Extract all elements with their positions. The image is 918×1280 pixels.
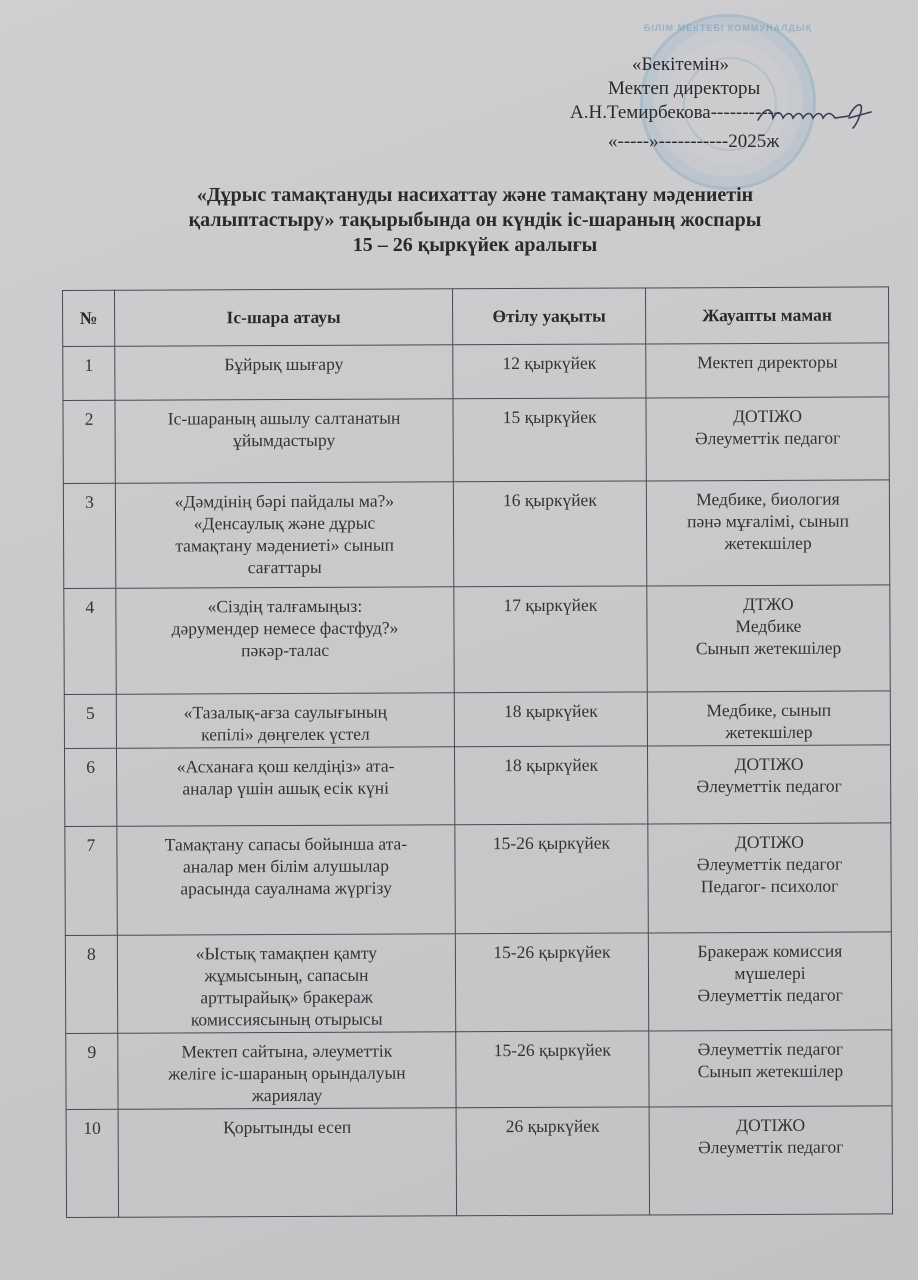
row-number: 10 [66,1109,118,1217]
event-responsible: Медбике, сынып жетекшілер [647,691,890,746]
table-header-row [63,287,889,347]
table-row [63,397,889,484]
table-row [65,823,891,936]
table-row [64,691,890,749]
table-row [66,1106,892,1218]
row-number: 5 [64,694,116,748]
header-event-name: Іс-шара атауы [115,289,453,346]
document-title [60,183,890,258]
event-name: «Асханаға қош келдіңіз» ата- аналар үшін ашық есік күні [117,747,455,826]
event-name: Бұйрық шығару [115,345,453,400]
title-line-2: қалыптастыру» тақырыбында он күндік іс-шараның жоспары [188,209,762,231]
row-number: 6 [65,748,117,826]
table-row [65,932,891,1034]
event-responsible: ДОТІЖО Әлеуметтік педагог [646,397,889,481]
event-name: Тамақтану сапасы бойынша ата- аналар мен білім алушылар арасында сауалнама жүргізу [117,825,455,935]
row-number: 4 [64,588,116,694]
row-number: 2 [63,400,115,483]
row-number: 1 [63,346,115,400]
approval-heading: «Бекітемін» [632,54,730,75]
event-date: 16 қыркүйек [453,481,646,587]
header-responsible: Жауапты маман [645,287,888,344]
header-date: Өтілу уақыты [452,288,645,345]
event-date: 15-26 қыркүйек [456,1031,649,1108]
event-date: 15-26 қыркүйек [455,824,648,934]
event-responsible: ДОТІЖО Әлеуметтік педагог [649,1106,892,1215]
event-responsible: ДОТІЖО Әлеуметтік педагог Педагог- психолог [648,823,891,933]
event-name: Мектеп сайтына, әлеуметтік желіге іс-шараның орындалуын жариялау [118,1032,456,1109]
title-line-3: 15 – 26 қыркүйек аралығы [352,234,598,256]
table-row [63,343,889,401]
event-name: «Ыстық тамақпен қамту жұмысының, сапасын арттырайық» бракераж комиссиясының отырысы [117,934,455,1033]
event-date: 18 қыркүйек [454,746,647,825]
event-name: «Дәмдінің бәрі пайдалы ма?» «Денсаулық және дұрыс тамақтану мәдениеті» сынып сағаттары [115,482,453,588]
event-name: «Сіздің талғамыңыз: дәрумендер немесе фастфуд?» пәкәр-талас [116,587,454,694]
row-number: 7 [65,826,117,935]
table-row [65,745,891,827]
event-date: 26 қыркүйек [456,1107,649,1216]
row-number: 9 [66,1033,118,1109]
event-date: 15 қыркүйек [453,398,646,482]
approval-date: «-----»-----------2025ж [608,131,780,152]
row-number: 3 [63,483,115,588]
event-responsible: Медбике, биология пәнә мұғалімі, сынып жетекшілер [646,480,889,586]
approval-signatory: А.Н.Темирбекова----------- [570,102,781,123]
event-responsible: Әлеуметтік педагог Сынып жетекшілер [649,1030,892,1107]
signature-icon [753,100,873,130]
table-row [66,1030,892,1110]
header-number: № [63,290,115,346]
event-date: 12 қыркүйек [453,344,646,399]
event-date: 18 қыркүйек [454,692,647,747]
event-responsible: ДОТІЖО Әлеуметтік педагог [647,745,890,824]
event-name: «Тазалық-ағза саулығының кепілі» дөңгелек үстел [116,693,454,748]
row-number: 8 [65,935,117,1033]
event-date: 15-26 қыркүйек [455,933,648,1032]
event-name: Іс-шараның ашылу салтанатын ұйымдастыру [115,399,453,483]
event-plan-table [62,286,893,1218]
event-name: Қорытынды есеп [118,1108,456,1217]
stamp-text: БІЛІМ МЕКТЕБІ КОММУНАЛДЫҚ [643,23,813,33]
title-line-1: «Дұрыс тамақтануды насихаттау және тамақтану мәдениетін [196,184,754,206]
approval-position: Мектеп директоры [608,78,761,99]
table-row [64,585,890,695]
event-date: 17 қыркүйек [454,586,647,693]
event-responsible: Бракераж комиссия мүшелері Әлеуметтік педагог [648,932,891,1031]
event-responsible: ДТЖО Медбике Сынып жетекшілер [647,585,890,692]
table-row [63,480,889,589]
event-responsible: Мектеп директоры [646,343,889,398]
